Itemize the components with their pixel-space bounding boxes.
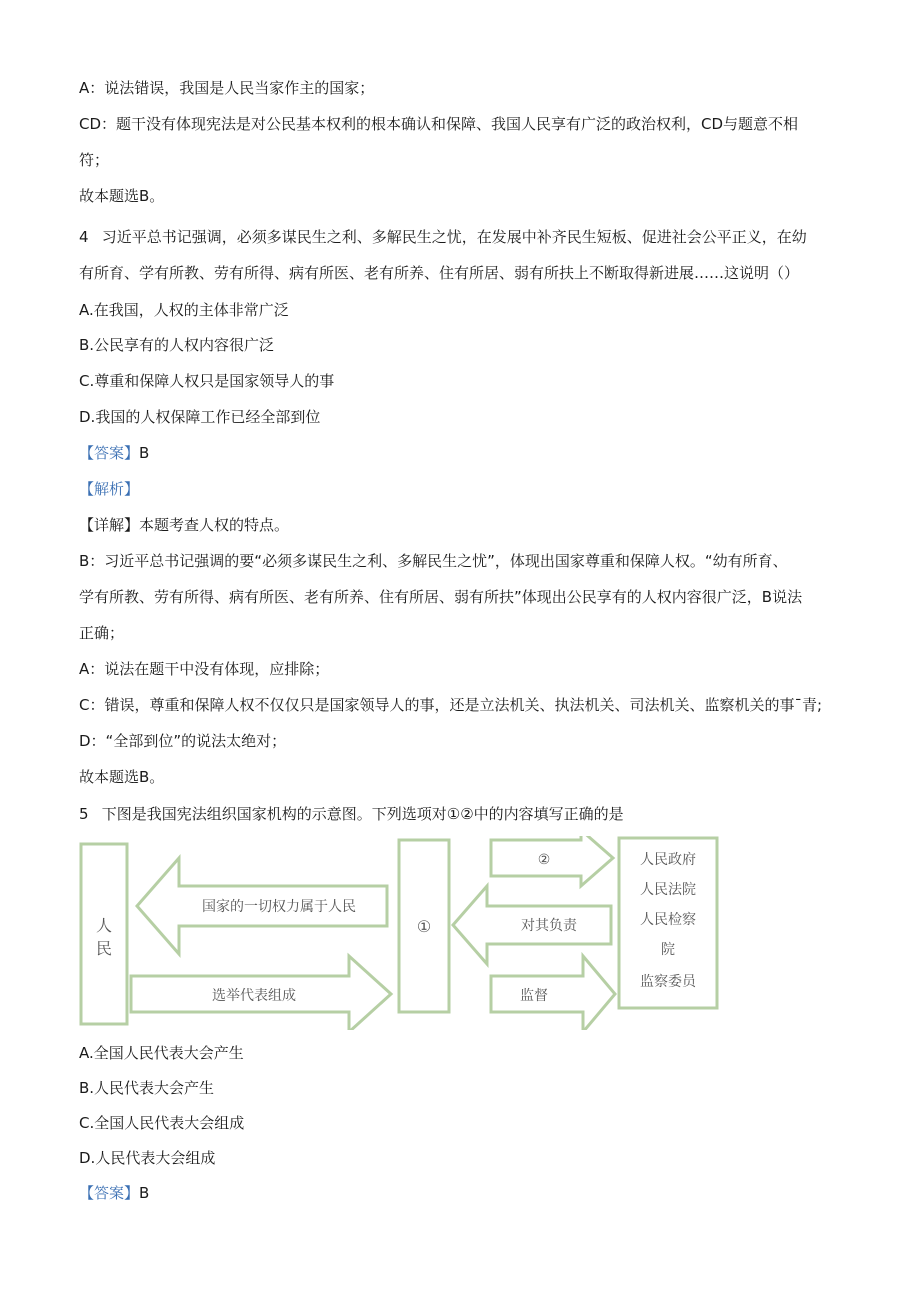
answer-value: B xyxy=(139,1184,150,1202)
question-text: 习近平总书记强调，必须多谋民生之利、多解民生之忧，在发展中补齐民生短板、促进社会公平正义，在幼 xyxy=(101,228,807,246)
question-number: 4 xyxy=(79,228,89,246)
text-line: A：说法在题干中没有体现，应排除； xyxy=(79,660,330,678)
option-a: A.在我国，人权的主体非常广泛 xyxy=(79,301,289,319)
arrow-bottom-label: 选举代表组成 xyxy=(212,988,296,1004)
option-b: B.人民代表大会产生 xyxy=(79,1079,215,1097)
text-line: 有所育、学有所教、劳有所得、病有所医、老有所养、住有所居、弱有所扶上不断取得新进展……这说明（） xyxy=(79,264,800,282)
organ-4: 院 xyxy=(661,942,675,958)
option-c: C.尊重和保障人权只是国家领导人的事 xyxy=(79,372,335,390)
text-line: 故本题选B。 xyxy=(79,187,165,205)
answer-value: B xyxy=(139,444,150,462)
question-number: 5 xyxy=(79,805,89,823)
people-char-1: 人 xyxy=(95,916,113,935)
option-c: C.全国人民代表大会组成 xyxy=(79,1114,245,1132)
organ-1: 人民政府 xyxy=(640,852,696,868)
right-arrow-1-label: ② xyxy=(537,852,551,868)
answer-line xyxy=(79,1183,849,1203)
question-text: 下图是我国宪法组织国家机构的示意图。下列选项对①②中的内容填写正确的是 xyxy=(101,805,624,823)
organ-3: 人民检察 xyxy=(640,912,696,928)
arrow-2 xyxy=(491,836,613,886)
arrow-supervise xyxy=(491,956,615,1030)
text-line: C：错误，尊重和保障人权不仅仅只是国家领导人的事，还是立法机关、执法机关、司法机关、监察机关的事ˉ青; xyxy=(79,696,823,714)
organ-2: 人民法院 xyxy=(640,882,696,898)
text-line: 正确； xyxy=(79,624,125,642)
answer-line xyxy=(79,443,849,463)
analysis-tag: 【解析】 xyxy=(79,480,140,498)
people-char-2: 民 xyxy=(95,939,113,958)
option-d: D.人民代表大会组成 xyxy=(79,1149,216,1167)
arrow-top-label: 国家的一切权力属于人民 xyxy=(202,899,356,915)
text-line: 故本题选B。 xyxy=(79,768,165,786)
analysis-line xyxy=(79,479,849,499)
organ-5: 监察委员 xyxy=(640,974,696,990)
text-line: 学有所教、劳有所得、病有所医、老有所养、住有所居、弱有所扶”体现出公民享有的人权内容很广泛，B说法 xyxy=(79,588,803,606)
center-label: ① xyxy=(416,917,432,936)
text-line: D：“全部到位”的说法太绝对； xyxy=(79,732,287,750)
text-line: 符； xyxy=(79,151,110,169)
text-line: B：习近平总书记强调的要“必须多谋民生之利、多解民生之忧”，体现出国家尊重和保障人权。“幼有所育、 xyxy=(79,552,788,570)
state-organs-diagram xyxy=(79,836,724,1030)
option-b: B.公民享有的人权内容很广泛 xyxy=(79,336,275,354)
question-5-stem xyxy=(79,804,849,824)
right-arrow-2-label: 对其负责 xyxy=(521,918,577,934)
answer-tag: 【答案】 xyxy=(79,1184,140,1202)
right-arrow-3-label: 监督 xyxy=(520,988,548,1004)
text-line: 【详解】本题考查人权的特点。 xyxy=(79,516,290,534)
question-4-stem xyxy=(79,227,849,247)
option-a: A.全国人民代表大会产生 xyxy=(79,1044,244,1062)
text-line: A：说法错误，我国是人民当家作主的国家； xyxy=(79,79,375,97)
option-d: D.我国的人权保障工作已经全部到位 xyxy=(79,408,321,426)
text-line: CD：题干没有体现宪法是对公民基本权利的根本确认和保障、我国人民享有广泛的政治权利，CD与题意不相 xyxy=(79,115,799,133)
answer-tag: 【答案】 xyxy=(79,444,140,462)
